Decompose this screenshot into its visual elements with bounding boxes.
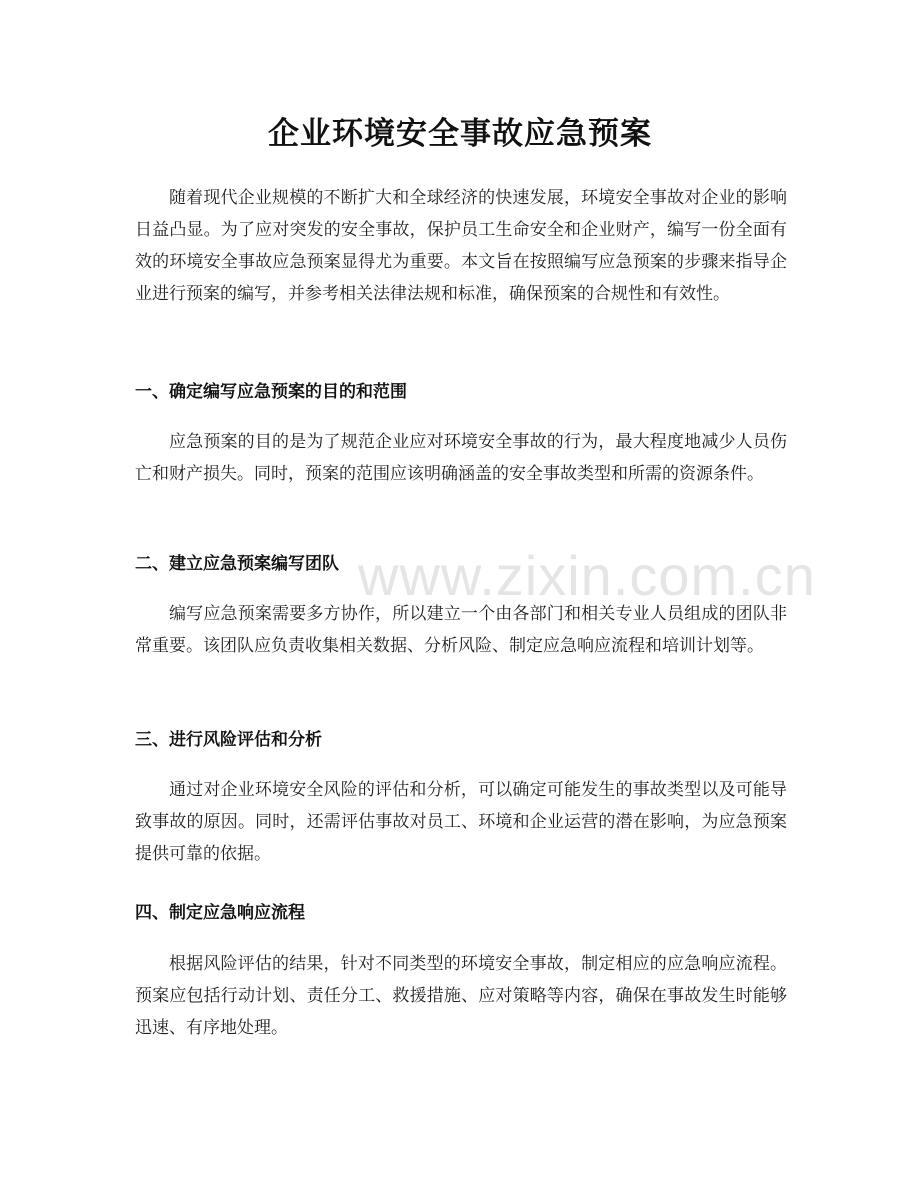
section-body-3: 通过对企业环境安全风险的评估和分析，可以确定可能发生的事故类型以及可能导致事故的原因。同时，还需评估事故对员工、环境和企业运营的潜在影响，为应急预案提供可靠的依据。 — [135, 780, 787, 864]
section-body-2: 编写应急预案需要多方协作，所以建立一个由各部门和相关专业人员组成的团队非常重要。该团队应负责收集相关数据、分析风险、制定应急响应流程和培训计划等。 — [135, 604, 787, 656]
section-body-1: 应急预案的目的是为了规范企业应对环境安全事故的行为，最大程度地减少人员伤亡和财产损失。同时，预案的范围应该明确涵盖的安全事故类型和所需的资源条件。 — [135, 432, 787, 484]
intro-paragraph: 随着现代企业规模的不断扩大和全球经济的快速发展，环境安全事故对企业的影响日益凸显。为了应对突发的安全事故，保护员工生命安全和企业财产，编写一份全面有效的环境安全事故应急预案显得尤为重要。本文旨在按照编写应急预案的步骤来指导企业进行预案的编写，并参考相关法律法规和标准，确保预案的合规性和有效性。 — [135, 188, 787, 304]
section-heading-4: 四、制定应急响应流程 — [135, 903, 305, 923]
section-heading-1: 一、确定编写应急预案的目的和范围 — [135, 382, 407, 402]
watermark-text: www.zixin.com.cn — [358, 544, 816, 607]
section-heading-2: 二、建立应急预案编写团队 — [135, 554, 339, 574]
section-heading-3: 三、进行风险评估和分析 — [135, 730, 322, 750]
document-title: 企业环境安全事故应急预案 — [268, 116, 652, 152]
section-body-4: 根据风险评估的结果，针对不同类型的环境安全事故，制定相应的应急响应流程。预案应包括行动计划、责任分工、救援措施、应对策略等内容，确保在事故发生时能够迅速、有序地处理。 — [135, 954, 787, 1038]
